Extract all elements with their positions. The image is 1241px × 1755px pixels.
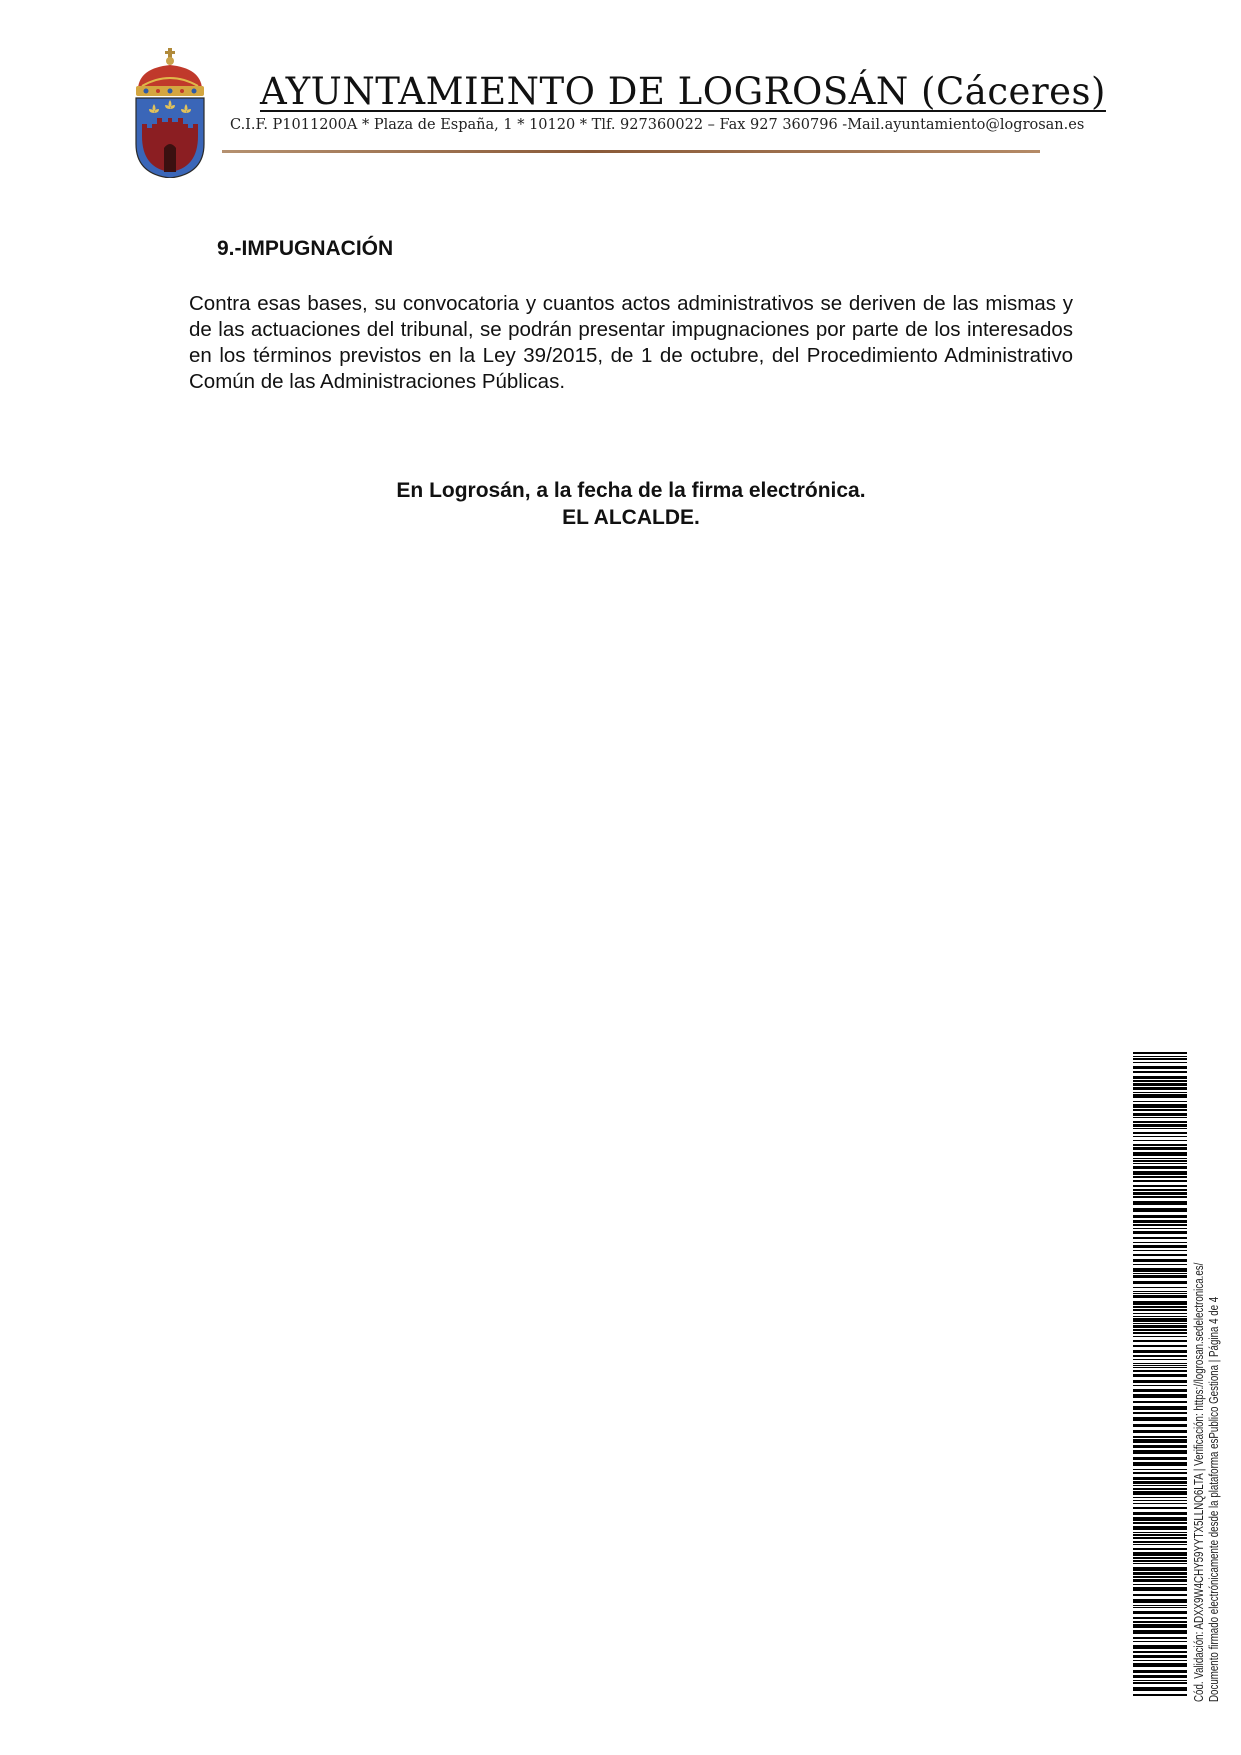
barcode-bar [1133, 1144, 1187, 1146]
barcode-bar [1133, 1109, 1187, 1111]
barcode-bar [1133, 1117, 1187, 1118]
barcode-bar [1133, 1259, 1187, 1262]
barcode-bar [1133, 1345, 1187, 1347]
barcode-bar [1133, 1526, 1187, 1530]
barcode-bar [1133, 1584, 1187, 1585]
barcode-bar [1133, 1605, 1187, 1606]
electronic-signature-line: Documento firmado electrónicamente desde la plataforma esPublico Gestiona | Página 4 de 4 [1207, 1296, 1221, 1702]
barcode-bar [1133, 1611, 1187, 1614]
barcode-bar [1133, 1552, 1187, 1556]
barcode-bar [1133, 1651, 1187, 1653]
barcode-bar [1133, 1192, 1187, 1195]
barcode-bar [1133, 1140, 1187, 1141]
barcode-bar [1133, 1406, 1187, 1410]
barcode-bar [1133, 1630, 1187, 1634]
barcode-bar [1133, 1080, 1187, 1082]
barcode-bar [1133, 1675, 1187, 1678]
barcode-bar [1133, 1687, 1187, 1691]
barcode-bar [1133, 1273, 1187, 1274]
barcode-bar [1133, 1313, 1187, 1314]
barcode-bar [1133, 1158, 1187, 1159]
barcode-bar [1133, 1655, 1187, 1658]
barcode-bar [1133, 1472, 1187, 1474]
barcode-bar [1133, 1350, 1187, 1353]
barcode-bar [1133, 1264, 1187, 1265]
barcode-bar [1133, 1076, 1187, 1079]
barcode-bar [1133, 1680, 1187, 1681]
barcode-bar [1133, 1083, 1187, 1086]
barcode-bar [1133, 1185, 1187, 1187]
barcode-bar [1133, 1548, 1187, 1550]
barcode-bar [1133, 1113, 1187, 1116]
barcode-bar [1133, 1481, 1187, 1484]
barcode-bar [1133, 1621, 1187, 1623]
barcode-bar [1133, 1245, 1187, 1248]
barcode-bar [1133, 1336, 1187, 1337]
barcode-bar [1133, 1325, 1187, 1328]
barcode-bar [1133, 1544, 1187, 1545]
barcode-bar [1133, 1329, 1187, 1331]
barcode-bar [1133, 1332, 1187, 1334]
barcode-bar [1133, 1389, 1187, 1392]
barcode-bar [1133, 1237, 1187, 1239]
barcode-bar [1133, 1128, 1187, 1129]
barcode-bar [1133, 1094, 1187, 1098]
barcode-bar [1133, 1385, 1187, 1386]
barcode-bar [1133, 1694, 1187, 1696]
barcode-bar [1133, 1287, 1187, 1288]
barcode-bar [1133, 1160, 1187, 1162]
barcode-bar [1133, 1066, 1187, 1069]
barcode-bar [1133, 1445, 1187, 1448]
barcode-bar [1133, 1660, 1187, 1661]
barcode-bar [1133, 1367, 1187, 1368]
barcode-bar [1133, 1176, 1187, 1178]
barcode-bar [1133, 1457, 1187, 1460]
barcode-bar [1133, 1624, 1187, 1628]
barcode-bar [1133, 1682, 1187, 1684]
barcode-bar [1133, 1171, 1187, 1175]
letterhead [0, 0, 1241, 190]
barcode-bar [1133, 1572, 1187, 1575]
barcode-bar [1133, 1180, 1187, 1182]
barcode-bar [1133, 1370, 1187, 1372]
coat-of-arms-icon [132, 48, 208, 178]
barcode-bar [1133, 1503, 1187, 1504]
barcode-bar [1133, 1340, 1187, 1342]
barcode-bar [1133, 1380, 1187, 1383]
barcode-bar [1133, 1132, 1187, 1134]
barcode-bar [1133, 1309, 1187, 1311]
barcode-bar [1133, 1291, 1187, 1292]
barcode-bar [1133, 1166, 1187, 1169]
barcode-bar [1133, 1462, 1187, 1466]
barcode-bar [1133, 1491, 1187, 1495]
barcode-bar [1133, 1670, 1187, 1673]
barcode-bar [1133, 1412, 1187, 1414]
barcode-bar [1133, 1301, 1187, 1305]
barcode-bar [1133, 1052, 1187, 1054]
closing-block [189, 477, 1073, 531]
barcode-bar [1133, 1163, 1187, 1164]
verification-footer [1192, 1139, 1222, 1702]
barcode-bar [1133, 1062, 1187, 1063]
barcode-bar [1133, 1101, 1187, 1102]
barcode-bar [1133, 1215, 1187, 1218]
barcode-bar [1133, 1228, 1187, 1229]
barcode-bar [1133, 1534, 1187, 1536]
barcode-bar [1133, 1507, 1187, 1509]
barcode-bar [1133, 1275, 1187, 1278]
barcode-bar [1133, 1488, 1187, 1490]
barcode-bar [1133, 1196, 1187, 1198]
barcode-bar [1133, 1541, 1187, 1543]
barcode-bar [1133, 1522, 1187, 1524]
barcode-bar [1133, 1500, 1187, 1501]
signatory-title: EL ALCALDE. [562, 506, 700, 529]
header-divider [222, 150, 1040, 153]
section-paragraph: Contra esas bases, su convocatoria y cuantos actos administrativos se deriven de las mismas y de las actuaciones del tribunal, se podrán presentar impugnaciones por parte de los interesados en los términos previstos en la Ley 39/2015, de 1 de octubre, del Procedimiento Administrativo Común de las Administraciones Públicas. [189, 292, 1073, 393]
barcode-bar [1133, 1295, 1187, 1298]
barcode-bar [1133, 1189, 1187, 1191]
barcode-bar [1133, 1637, 1187, 1639]
barcode-bar [1133, 1306, 1187, 1308]
barcode-bar [1133, 1281, 1187, 1284]
barcode-bar [1133, 1104, 1187, 1108]
barcode-bar [1133, 1224, 1187, 1226]
barcode-bar [1133, 1092, 1187, 1093]
barcode-bar [1133, 1242, 1187, 1243]
barcode-bar [1133, 1579, 1187, 1582]
barcode-bar [1133, 1231, 1187, 1234]
section-heading: 9.-IMPUGNACIÓN [217, 237, 394, 260]
barcode-bar [1133, 1469, 1187, 1470]
barcode-bar [1133, 1365, 1187, 1366]
barcode-bar [1133, 1417, 1187, 1421]
barcode-bar [1133, 1567, 1187, 1571]
barcode-bar [1133, 1512, 1187, 1515]
barcode-bar [1133, 1645, 1187, 1649]
barcode-bar [1133, 1450, 1187, 1454]
barcode-bar [1133, 1439, 1187, 1443]
barcode-bar [1133, 1485, 1187, 1486]
organization-contact-line: C.I.F. P1011200A * Plaza de España, 1 * 10120 * Tlf. 927360022 – Fax 927 360796 -Mail.ayuntamiento@logrosan.es [230, 117, 1085, 133]
barcode-bar [1133, 1318, 1187, 1322]
barcode-bar [1133, 1250, 1187, 1251]
barcode-bar [1133, 1599, 1187, 1603]
barcode-bar [1133, 1220, 1187, 1223]
barcode-bar [1133, 1121, 1187, 1123]
barcode-bar [1133, 1430, 1187, 1433]
verification-code-line: Cód. Validación: ADXX9W4CHY59YYTX5LLNQ6LTA | Verificación: https://logrosan.sedelectronica.es/ [1192, 1262, 1206, 1702]
barcode-bar [1133, 1607, 1187, 1608]
barcode-bar [1133, 1254, 1187, 1256]
barcode-bar [1133, 1147, 1187, 1150]
barcode-bar [1133, 1576, 1187, 1578]
barcode-bar [1133, 1587, 1187, 1591]
barcode-bar [1133, 1563, 1187, 1564]
barcode-bar [1133, 1532, 1187, 1533]
barcode-bar [1133, 1355, 1187, 1357]
organization-title: AYUNTAMIENTO DE LOGROSÁN (Cáceres) [260, 70, 1106, 113]
barcode-bar [1133, 1071, 1187, 1073]
barcode-bar [1133, 1617, 1187, 1619]
barcode-bar [1133, 1374, 1187, 1377]
barcode-bar [1133, 1394, 1187, 1398]
barcode-bar [1133, 1477, 1187, 1480]
barcode-bar [1133, 1517, 1187, 1521]
barcode-bar [1133, 1424, 1187, 1427]
barcode-bar [1133, 1401, 1187, 1403]
barcode-bar [1133, 1359, 1187, 1360]
barcode-bar [1133, 1293, 1187, 1294]
barcode-bar [1133, 1641, 1187, 1642]
barcode-bar [1133, 1201, 1187, 1205]
barcode-bar [1133, 1436, 1187, 1438]
barcode-bar [1133, 1124, 1187, 1127]
barcode-bar [1133, 1152, 1187, 1156]
barcode-icon [1133, 1052, 1187, 1700]
barcode-bar [1133, 1663, 1187, 1667]
barcode-bar [1133, 1557, 1187, 1559]
barcode-bar [1133, 1058, 1187, 1060]
barcode-bar [1133, 1056, 1187, 1057]
barcode-bar [1133, 1136, 1187, 1137]
barcode-bar [1133, 1594, 1187, 1596]
barcode-bar [1133, 1537, 1187, 1539]
barcode-bar [1133, 1087, 1187, 1090]
barcode-bar [1133, 1316, 1187, 1317]
barcode-bar [1133, 1363, 1187, 1364]
barcode-bar [1133, 1208, 1187, 1212]
barcode-bar [1133, 1323, 1187, 1324]
barcode-bar [1133, 1268, 1187, 1272]
place-and-date: En Logrosán, a la fecha de la firma electrónica. [396, 479, 866, 502]
barcode-bar [1133, 1497, 1187, 1498]
barcode-bar [1133, 1560, 1187, 1562]
